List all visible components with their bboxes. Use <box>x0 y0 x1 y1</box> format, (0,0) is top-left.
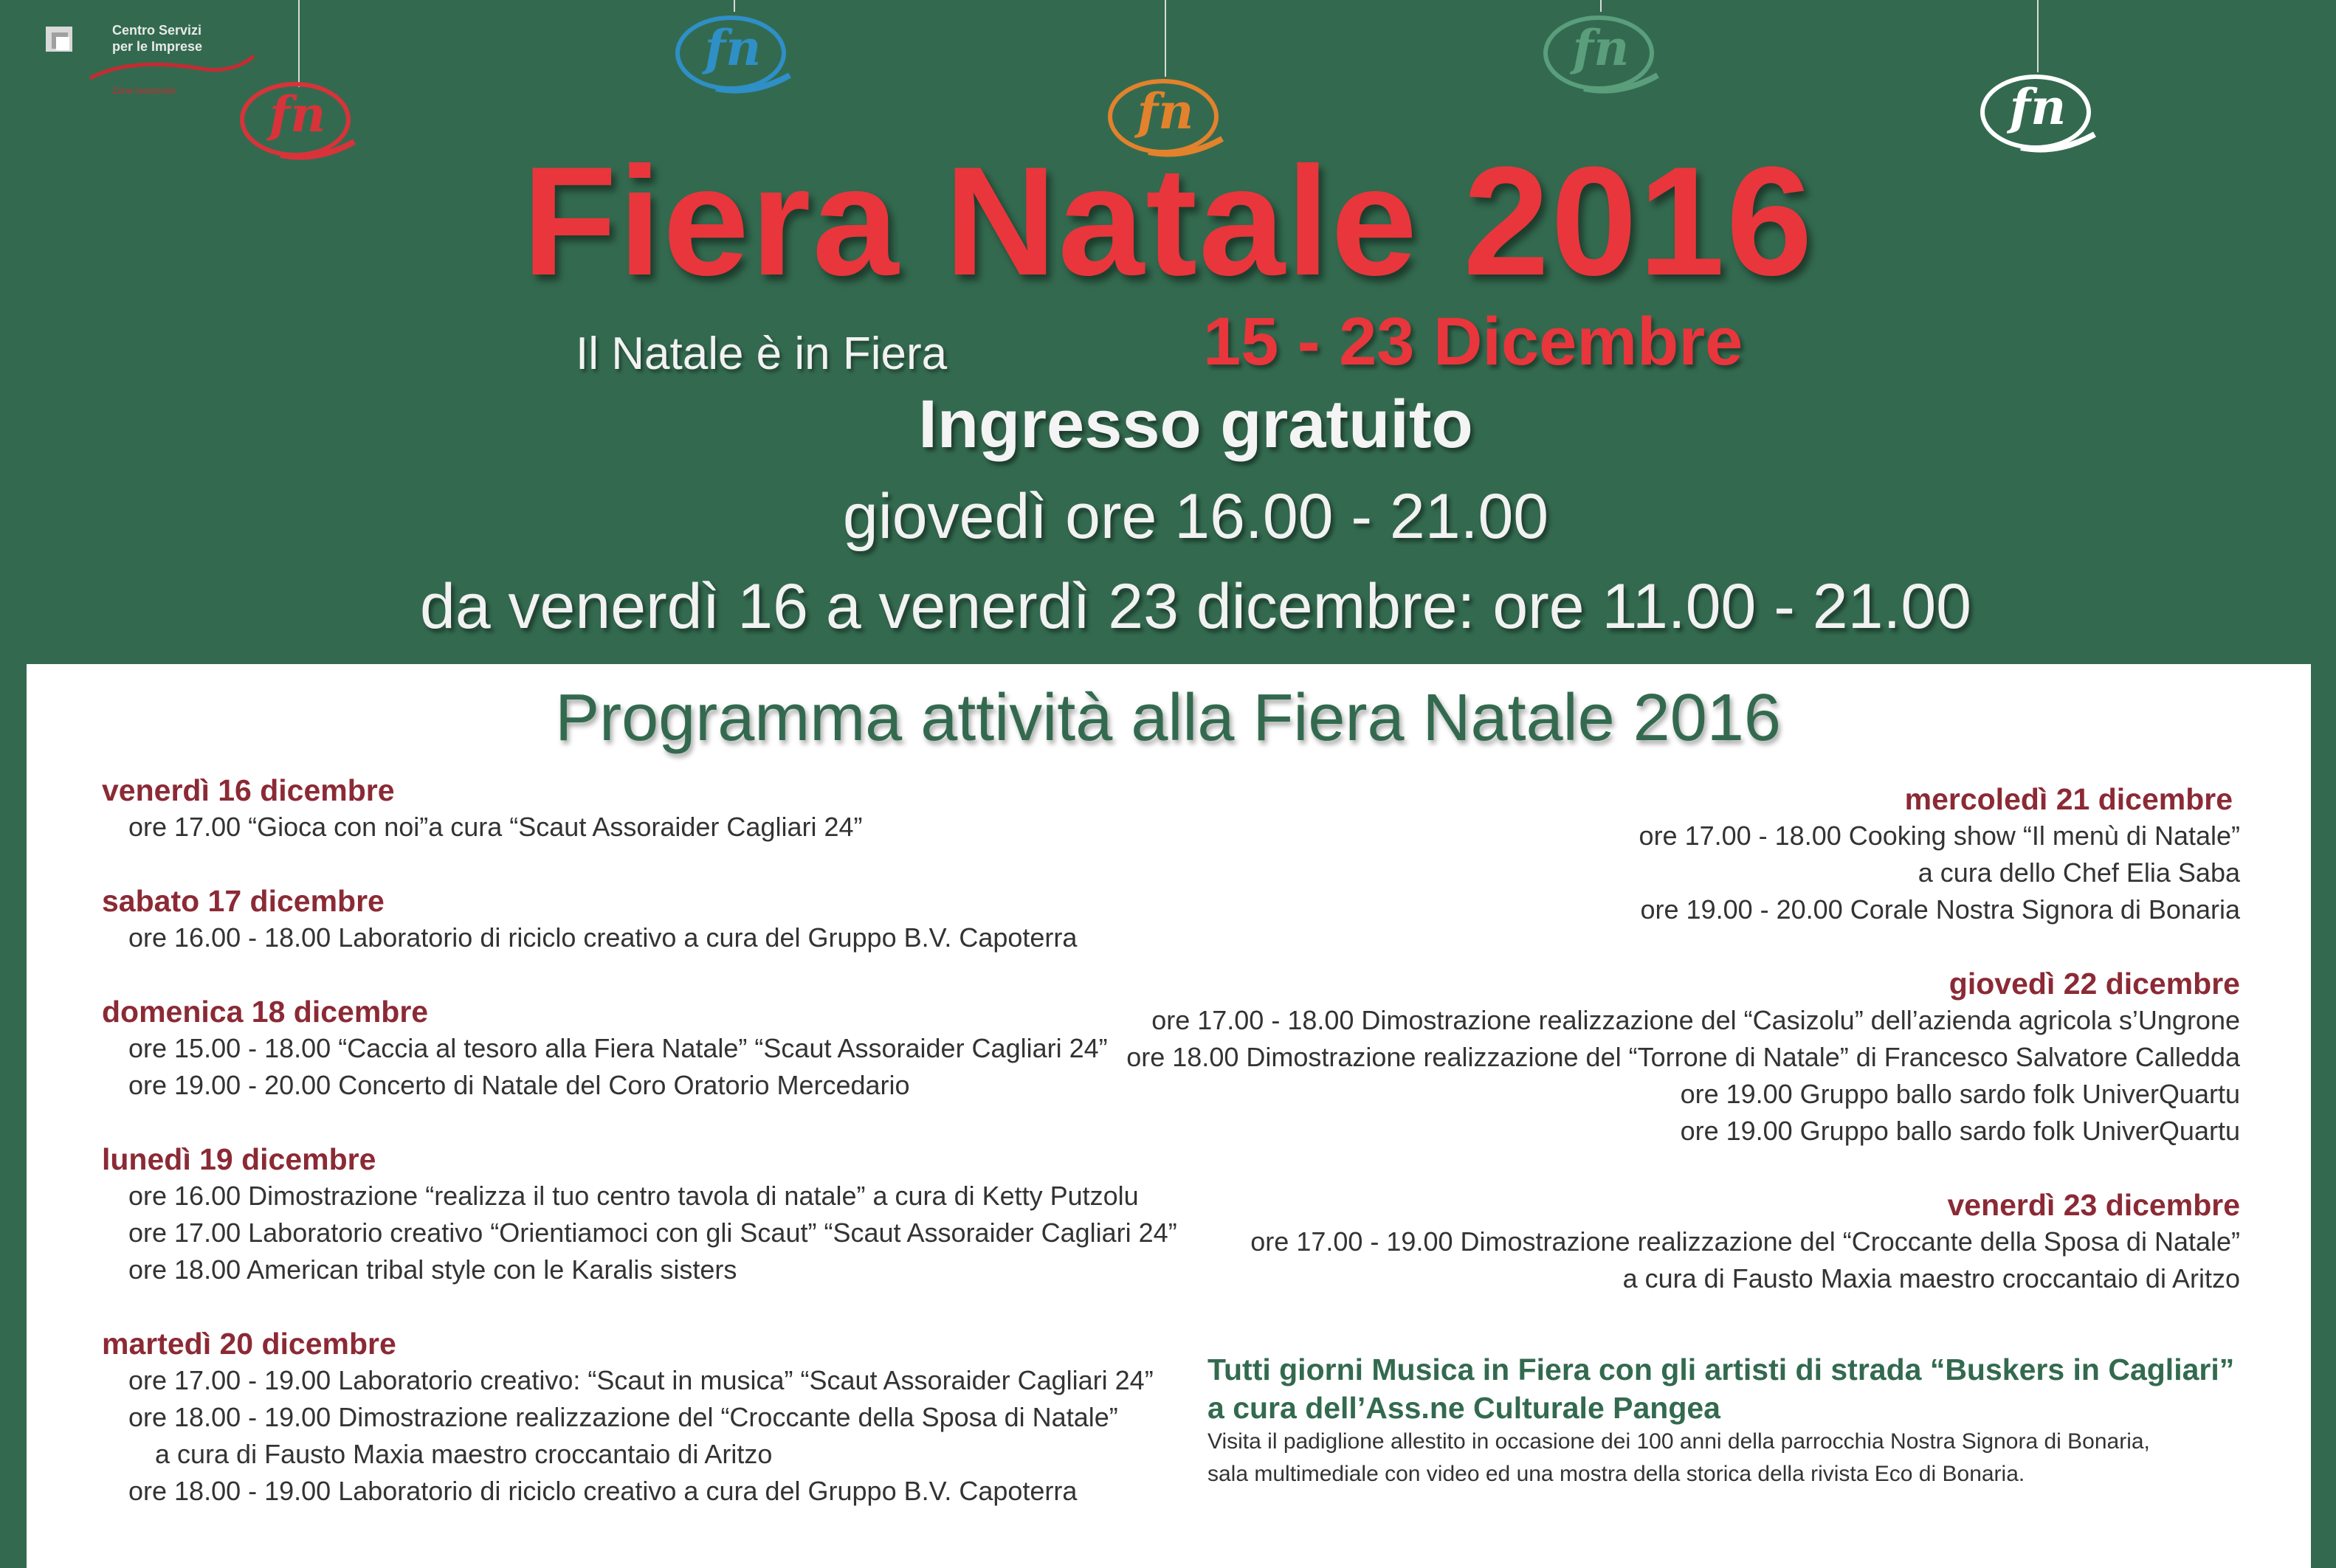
event-item: a cura dello Chef Elia Saba <box>1918 857 2240 888</box>
ornament-red: fn <box>236 74 362 166</box>
music-note-organizer: a cura dell’Ass.ne Culturale Pangea <box>1207 1391 1720 1425</box>
hours-range: da venerdì 16 a venerdì 23 dicembre: ore 11.00 - 21.00 <box>419 571 1971 642</box>
event-item: ore 19.00 Gruppo ballo sardo folk UniverQuartu <box>1680 1079 2240 1109</box>
program-title: Programma attività alla Fiera Natale 2016 <box>555 681 1781 755</box>
day-heading: sabato 17 dicembre <box>102 884 385 918</box>
event-dates: 15 - 23 Dicembre <box>1203 304 1743 379</box>
visit-note: sala multimediale con video ed una mostra della storica della rivista Eco di Bonaria. <box>1207 1462 2025 1486</box>
day-heading: venerdì 23 dicembre <box>1947 1188 2240 1222</box>
event-item: ore 17.00 “Gioca con noi”a cura “Scaut Assoraider Cagliari 24” <box>128 812 863 842</box>
day-heading: giovedì 22 dicembre <box>1949 967 2240 1001</box>
event-item: ore 16.00 - 18.00 Laboratorio di riciclo creativo a cura del Gruppo B.V. Capoterra <box>128 922 1078 953</box>
event-title: Fiera Natale 2016 <box>522 134 1814 308</box>
event-item: ore 17.00 - 18.00 Dimostrazione realizzazione del “Casizolu” dell’azienda agricola s’Ungrone <box>1151 1005 2240 1035</box>
logo-line1: Centro Servizi <box>112 23 202 38</box>
event-item: ore 18.00 - 19.00 Dimostrazione realizzazione del “Croccante della Sposa di Natale” <box>128 1402 1118 1432</box>
event-item: ore 19.00 Gruppo ballo sardo folk UniverQuartu <box>1680 1116 2240 1146</box>
event-slogan: Il Natale è in Fiera <box>576 328 948 379</box>
event-item: ore 17.00 Laboratorio creativo “Orientiamoci con gli Scaut” “Scaut Assoraider Cagliari 24” <box>128 1218 1177 1248</box>
event-item: ore 17.00 - 19.00 Laboratorio creativo: “Scaut in musica” “Scaut Assoraider Cagliari 24” <box>128 1365 1154 1395</box>
ornament-string <box>2037 0 2039 72</box>
logo-tag: Zona Industriale <box>112 86 176 96</box>
event-item: ore 17.00 - 19.00 Dimostrazione realizzazione del “Croccante della Sposa di Natale” <box>1250 1226 2240 1257</box>
ornament-orange: fn <box>1104 71 1230 163</box>
logo-line2: per le Imprese <box>112 39 203 54</box>
event-item: ore 17.00 - 18.00 Cooking show “Il menù di Natale” <box>1639 821 2240 851</box>
day-heading: martedì 20 dicembre <box>102 1327 396 1361</box>
event-item: a cura di Fausto Maxia maestro croccantaio di Aritzo <box>155 1439 773 1469</box>
day-heading: venerdì 16 dicembre <box>102 773 395 807</box>
ornament-white: fn <box>1977 66 2102 159</box>
visit-note: Visita il padiglione allestito in occasione dei 100 anni della parrocchia Nostra Signora di Bonaria, <box>1207 1429 2150 1454</box>
event-item: ore 18.00 - 19.00 Laboratorio di riciclo creativo a cura del Gruppo B.V. Capoterra <box>128 1476 1078 1506</box>
free-entry: Ingresso gratuito <box>918 387 1473 462</box>
event-item: ore 16.00 Dimostrazione “realizza il tuo centro tavola di natale” a cura di Ketty Putzolu <box>128 1181 1139 1211</box>
ornament-string <box>1165 0 1166 77</box>
hours-thursday: giovedì ore 16.00 - 21.00 <box>842 481 1549 552</box>
day-heading: domenica 18 dicembre <box>102 995 429 1029</box>
day-heading: lunedì 19 dicembre <box>102 1142 376 1176</box>
ornament-blue: fn <box>672 7 797 100</box>
music-note-title: Tutti giorni Musica in Fiera con gli artisti di strada “Buskers in Cagliari” <box>1207 1353 2235 1386</box>
day-heading: mercoledì 21 dicembre <box>1904 782 2233 816</box>
event-item: ore 19.00 - 20.00 Corale Nostra Signora di Bonaria <box>1640 894 2240 925</box>
event-item: ore 15.00 - 18.00 “Caccia al tesoro alla Fiera Natale” “Scaut Assoraider Cagliari 24” <box>128 1033 1108 1063</box>
logo-icon <box>44 25 77 55</box>
company-logo <box>44 22 251 103</box>
event-item: ore 18.00 American tribal style con le Karalis sisters <box>128 1254 737 1285</box>
event-item: ore 18.00 Dimostrazione realizzazione del “Torrone di Natale” di Francesco Salvatore Calledda <box>1126 1042 2240 1072</box>
event-item: a cura di Fausto Maxia maestro croccantaio di Aritzo <box>1622 1263 2240 1294</box>
event-item: ore 19.00 - 20.00 Concerto di Natale del Coro Oratorio Mercedario <box>128 1070 910 1100</box>
ornament-green: fn <box>1540 7 1665 100</box>
